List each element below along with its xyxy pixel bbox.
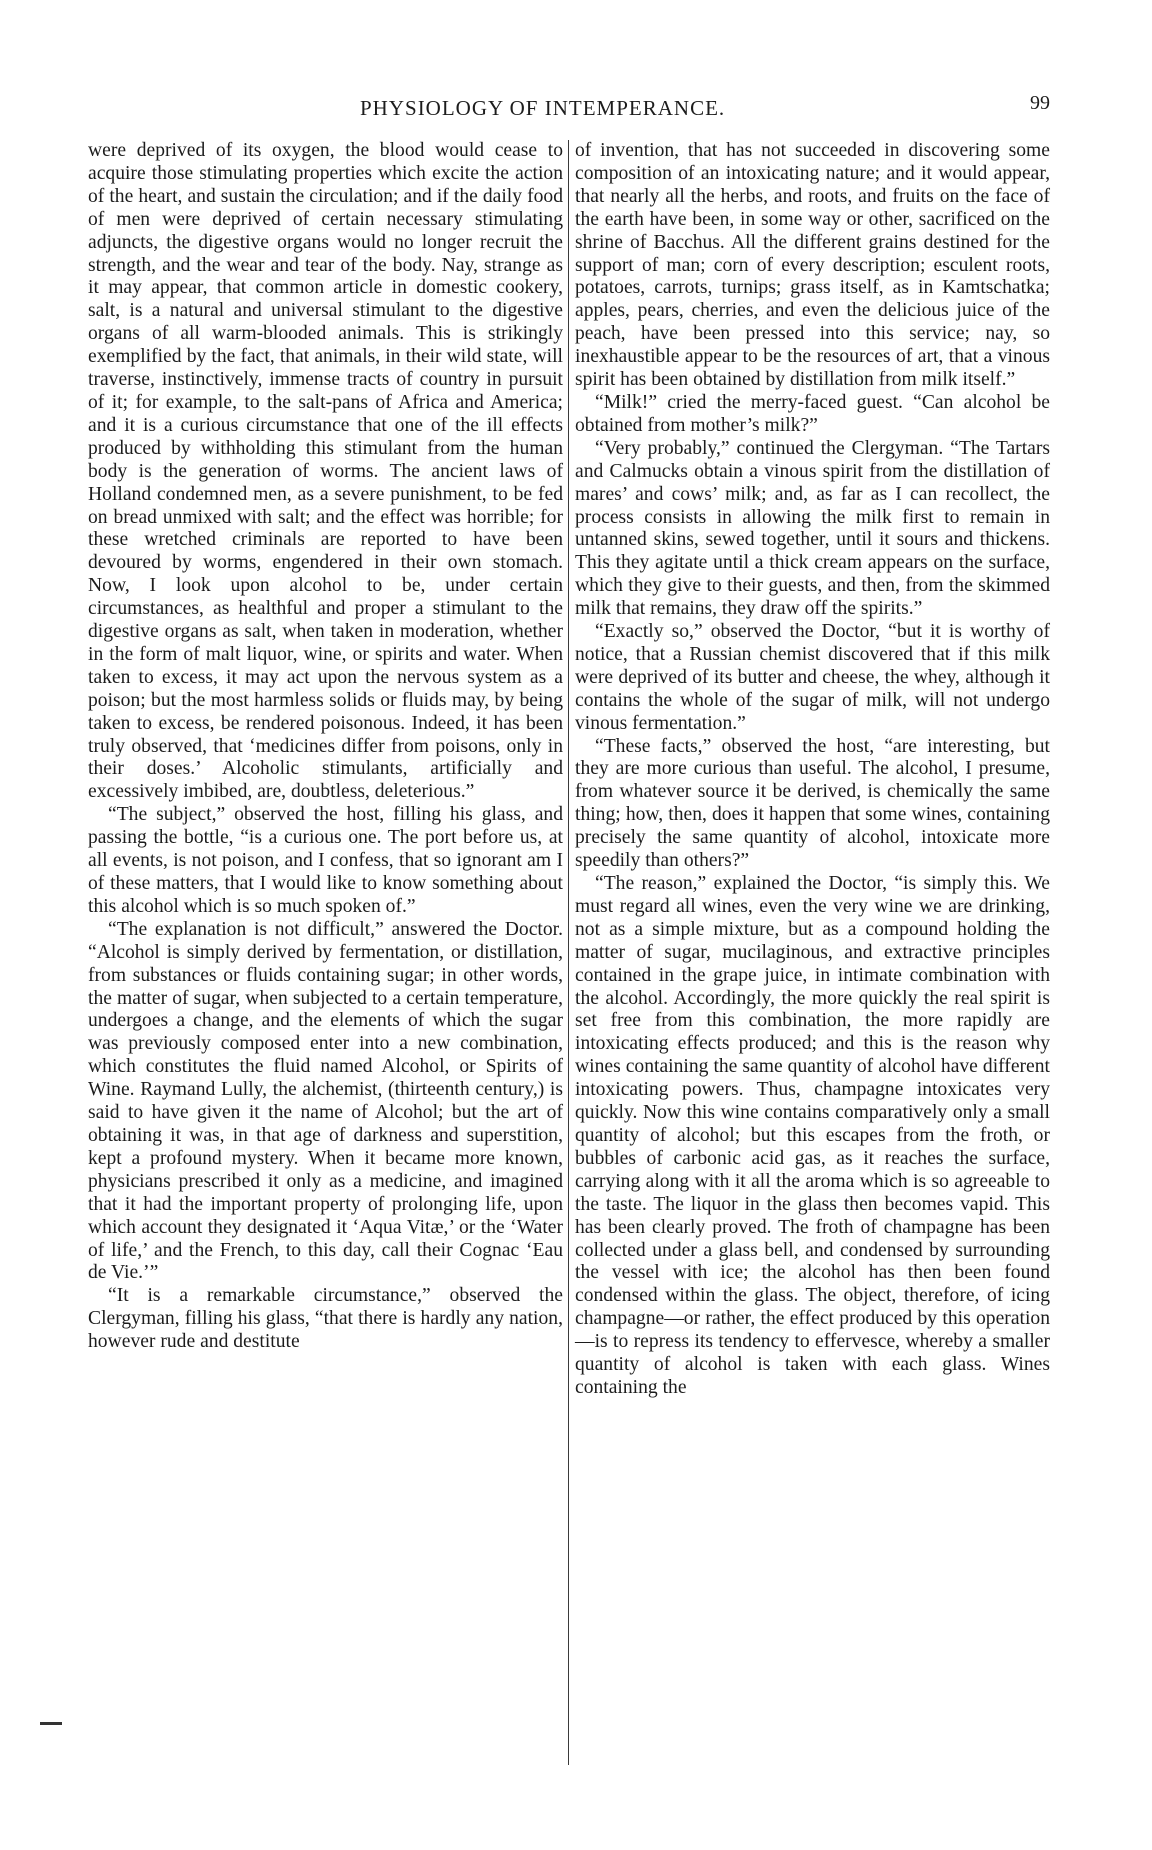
paragraph: “Very probably,” continued the Clergyman. “The Tartars and Calmucks obtain a vinous spirit from the distillation of mares’ and cows’ milk; and, as far as I can recollect, the process consists in allowing the milk first to remain in untanned skins, sewed together, until it sours and thickens. This they agitate until a thick cream appears on the surface, which they give to their guests, and then, from the skimmed milk that remains, they draw off the spirits.” [575,437,1050,620]
paragraph: “These facts,” observed the host, “are interesting, but they are more curious than useful. The alcohol, I presume, from whatever source it be derived, is chemically the same thing; how, then, does it happen that some wines, containing precisely the same quantity of alcohol, intoxicate more speedily than others?” [575,735,1050,872]
running-head [90,92,1050,126]
paragraph: “It is a remarkable circumstance,” observed the Clergyman, filling his glass, “that there is hardly any nation, however rude and destitute [88,1285,563,1353]
paragraph: “Milk!” cried the merry-faced guest. “Can alcohol be obtained from mother’s milk?” [575,391,1050,436]
running-title: PHYSIOLOGY OF INTEMPERANCE. [360,96,726,120]
paragraph: were deprived of its oxygen, the blood would cease to acquire those stimulating properties which excite the action of the heart, and sustain the circulation; and if the daily food of men were deprived of certain necessary stimulating adjuncts, the digestive organs would no longer recruit the strength, and the wear and tear of the body. Nay, strange as it may appear, that common article in domestic cookery, salt, is a natural and universal stimulant to the digestive organs of all warm-blooded animals. This is strikingly exemplified by the fact, that animals, in their wild state, will traverse, instinctively, immense tracts of country in pursuit of it; for example, to the salt-pans of Africa and America; and it is a curious circumstance that one of the ill effects produced by withholding this stimulant from the human body is the generation of worms. The ancient laws of Holland condemned men, as a severe punishment, to be fed on bread unmixed with salt; and the effect was horrible; for these wretched criminals are reported to have been devoured by worms, engendered in their own stomach. Now, I look upon alcohol to be, under certain circumstances, as healthful and proper a stimulant to the digestive organs as salt, when taken in moderation, whether in the form of malt liquor, wine, or spirits and water. When taken to excess, it may act upon the nervous system as a poison; but the most harmless solids or fluids may, by being taken to excess, be rendered poisonous. Indeed, it has been truly observed, that ‘medicines differ from poisons, only in their doses.’ Alcoholic stimulants, artificially and excessively imbibed, are, doubtless, deleterious.” [88,140,563,803]
right-column [575,140,1050,1400]
paragraph: “The explanation is not difficult,” answered the Doctor. “Alcohol is simply derived by fermentation, or distillation, from substances or fluids containing sugar; in other words, the matter of sugar, when subjected to a certain temperature, undergoes a change, and the elements of which the sugar was previously composed enter into a new combination, which constitutes the fluid named Alcohol, or Spirits of Wine. Raymand Lully, the alchemist, (thirteenth century,) is said to have given it the name of Alcohol; but the art of obtaining it was, in that age of darkness and superstition, kept a profound mystery. When it became more known, physicians prescribed it only as a medicine, and imagined that it had the important property of prolonging life, upon which account they designated it ‘Aqua Vitæ,’ or the ‘Water of life,’ and the French, to this day, call their Cognac ‘Eau de Vie.’” [88,918,563,1284]
paragraph: “The subject,” observed the host, filling his glass, and passing the bottle, “is a curious one. The port before us, at all events, is not poison, and I confess, that so ignorant am I of these matters, that I would like to know something about this alcohol which is so much spoken of.” [88,804,563,917]
paragraph: of invention, that has not succeeded in discovering some composition of an intoxicating nature; and it would appear, that nearly all the herbs, and roots, and fruits on the face of the earth have been, in some way or other, sacrificed on the shrine of Bacchus. All the different grains destined for the support of man; corn of every description; esculent roots, potatoes, carrots, turnips; grass itself, as in Kamtschatka; apples, pears, cherries, and even the delicious juice of the peach, have been pressed into this service; nay, so inexhaustible appear to be the resources of art, that a vinous spirit has been obtained by distillation from milk itself.” [575,140,1050,391]
column-divider [568,140,569,1765]
page-number: 99 [1030,92,1050,114]
paragraph: “The reason,” explained the Doctor, “is simply this. We must regard all wines, even the very wine we are drinking, not as a simple mixture, but as a compound holding the matter of sugar, mucilaginous, and extractive principles contained in the grape juice, in intimate combination with the alcohol. Accordingly, the more quickly the real spirit is set free from this combination, the more rapidly are intoxicating effects produced; and this is the reason why wines containing the same quantity of alcohol have different intoxicating powers. Thus, champagne intoxicates very quickly. Now this wine contains comparatively only a small quantity of alcohol; but this escapes from the froth, or bubbles of carbonic acid gas, as it reaches the surface, carrying along with it all the aroma which is so agreeable to the taste. The liquor in the glass then becomes vapid. This has been clearly proved. The froth of champagne has been collected under a glass bell, and condensed by surrounding the vessel with ice; the alcohol has then been found condensed within the glass. The object, therefore, of icing champagne—or rather, the effect produced by this operation—is to repress its tendency to effervesce, whereby a smaller quantity of alcohol is taken with each glass. Wines containing the [575,873,1050,1398]
paragraph: “Exactly so,” observed the Doctor, “but it is worthy of notice, that a Russian chemist discovered that if this milk were deprived of its butter and cheese, the whey, although it contains the whole of the sugar of milk, will not undergo vinous fermentation.” [575,621,1050,734]
margin-mark [40,1722,62,1725]
left-column [88,140,563,1354]
